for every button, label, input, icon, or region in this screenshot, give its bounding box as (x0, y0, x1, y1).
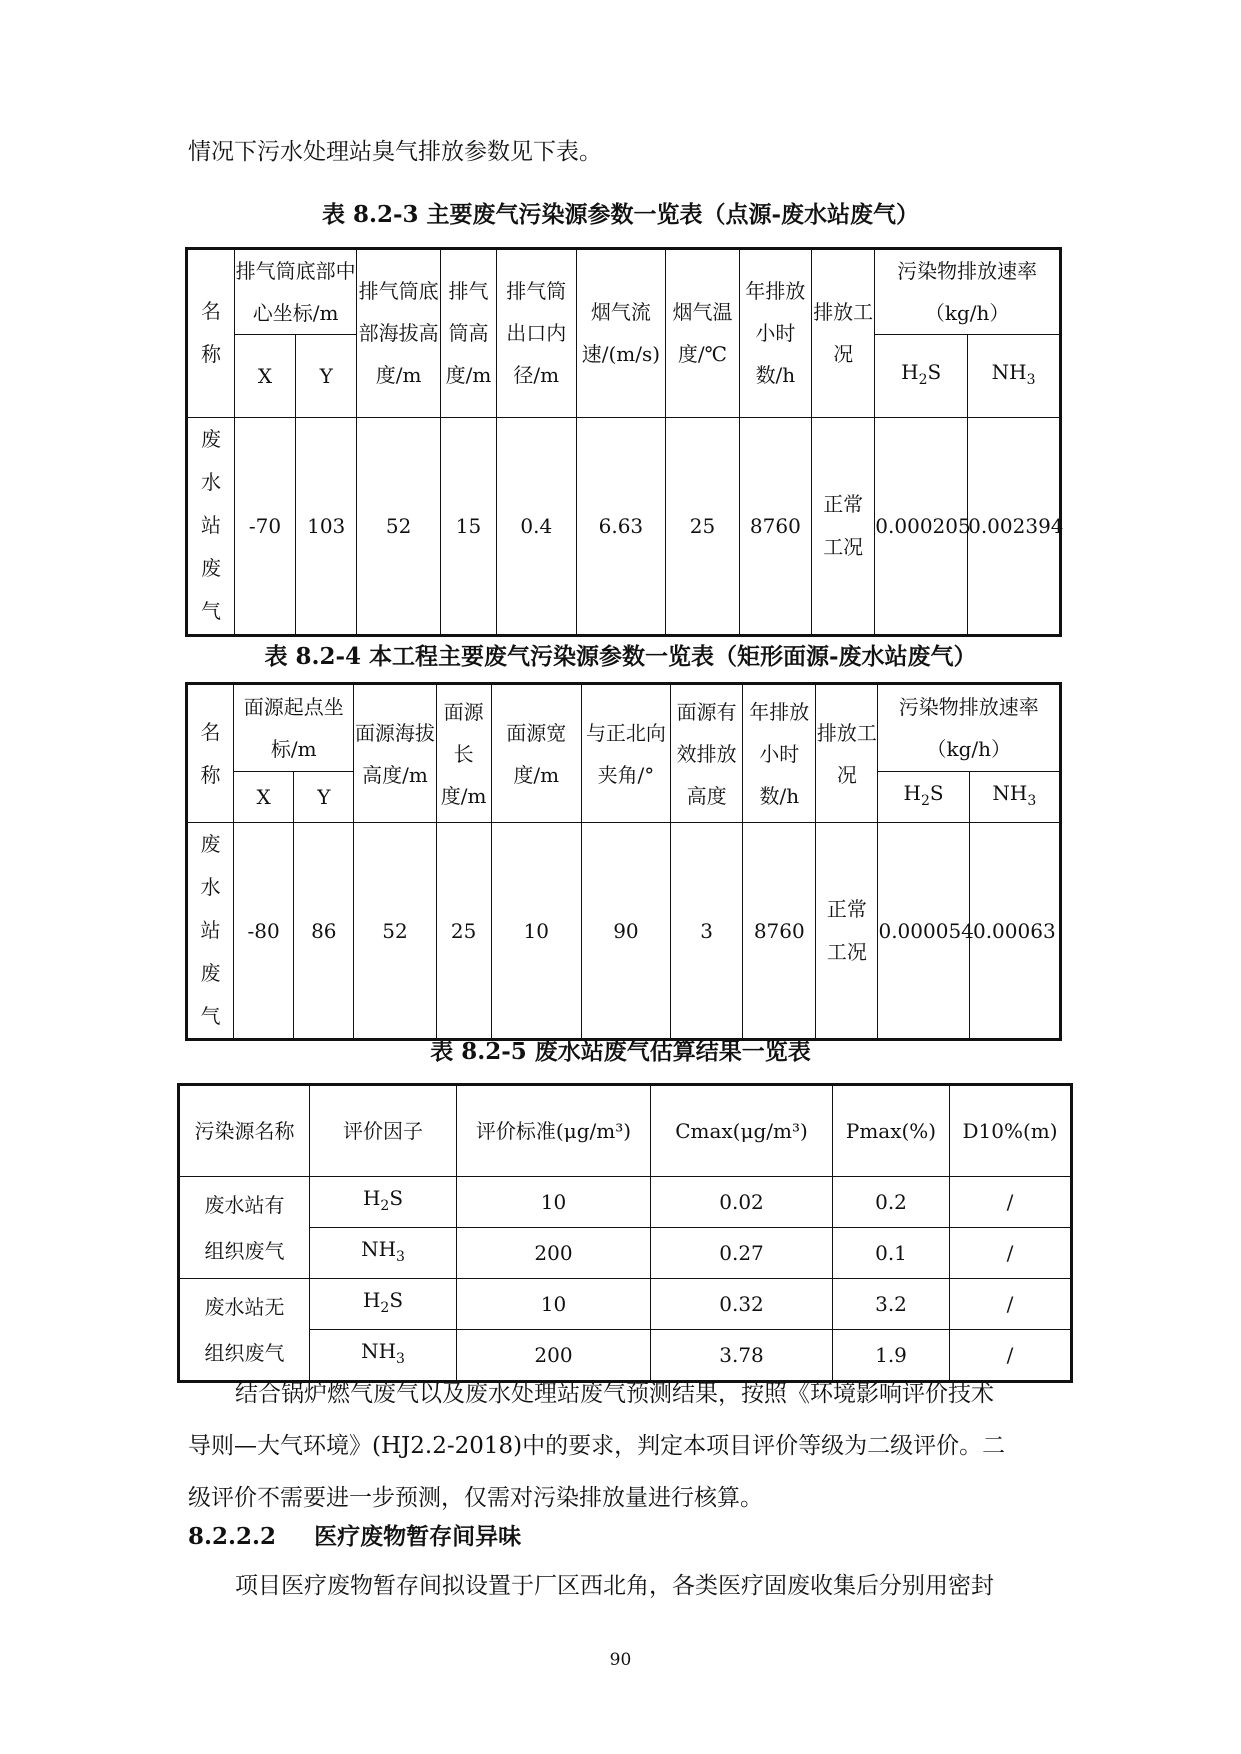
table3 (177, 1083, 1073, 1383)
t2-header-width: 面源宽度/m (491, 684, 581, 823)
t1-header-height: 排气筒高度/m (440, 249, 496, 418)
page-number: 90 (609, 1650, 632, 1670)
t3-header-cmax: Cmax(μg/m³) (651, 1085, 833, 1177)
t2-row-cond: 正常工况 (816, 823, 878, 1040)
t1-row-hours: 8760 (739, 417, 811, 635)
t1-header-cond: 排放工况 (812, 249, 875, 418)
t2-header-name: 名称 (187, 684, 234, 823)
t3-std: 10 (457, 1279, 651, 1330)
conclusion-line-1: 结合锅炉燃气废气以及废水处理站废气预测结果，按照《环境影响评价技术 (235, 1381, 994, 1407)
t3-header-pmax: Pmax(%) (833, 1085, 950, 1177)
t1-header-nh3: $NH_3$ (968, 335, 1061, 417)
t3-factor: $NH_3$ (310, 1228, 457, 1279)
t3-std: 200 (457, 1228, 651, 1279)
t3-cmax: 0.32 (651, 1279, 833, 1330)
table2-caption: 表 8.2-4 本工程主要废气污染源参数一览表（矩形面源-废水站废气） (264, 643, 977, 670)
t1-row-name: 废水站废气 (187, 417, 235, 635)
table-row (179, 1177, 1072, 1228)
t3-header-factor: 评价因子 (310, 1085, 457, 1177)
t1-header-x: X (234, 335, 295, 417)
section-heading (188, 1518, 521, 1551)
t1-header-h2s: $H_2S$ (875, 335, 968, 417)
t3-d10: / (950, 1330, 1072, 1382)
t3-source-1: 废水站有 组织废气 (179, 1177, 310, 1279)
t3-pmax: 0.2 (833, 1177, 950, 1228)
table3-caption: 表 8.2-5 废水站废气估算结果一览表 (430, 1038, 811, 1065)
t2-row-len: 25 (436, 823, 491, 1040)
section-number: 8.2.2.2 (188, 1523, 277, 1550)
t2-header-cond: 排放工况 (816, 684, 878, 823)
t2-header-nh3: $NH_3$ (969, 772, 1060, 823)
t3-header-std: 评价标准(μg/m³) (457, 1085, 651, 1177)
t1-row-height: 15 (440, 417, 496, 635)
t2-row-elev: 52 (354, 823, 436, 1040)
table-row (179, 1228, 1072, 1279)
t1-row-x: -70 (234, 417, 295, 635)
t2-header-len: 面源长度/m (436, 684, 491, 823)
table1-caption: 表 8.2-3 主要废气污染源参数一览表（点源-废水站废气） (321, 201, 920, 228)
t2-row-hours: 8760 (743, 823, 816, 1040)
t1-header-name: 名称 (187, 249, 235, 418)
t2-row-width: 10 (491, 823, 581, 1040)
t1-row-y: 103 (296, 417, 357, 635)
t2-row-x: -80 (234, 823, 294, 1040)
t2-header-hours: 年排放小时数/h (743, 684, 816, 823)
t3-cmax: 0.02 (651, 1177, 833, 1228)
t3-factor: $H_2S$ (310, 1177, 457, 1228)
t1-header-hours: 年排放小时数/h (739, 249, 811, 418)
t1-row-h2s: 0.000205 (875, 417, 968, 635)
intro-text: 情况下污水处理站臭气排放参数见下表。 (188, 139, 602, 165)
t2-row-effh: 3 (671, 823, 743, 1040)
t3-header-source: 污染源名称 (179, 1085, 310, 1177)
t3-std: 10 (457, 1177, 651, 1228)
t2-header-elev: 面源海拔高度/m (354, 684, 436, 823)
t3-factor: $NH_3$ (310, 1330, 457, 1382)
t1-header-diam: 排气筒出口内径/m (497, 249, 577, 418)
t3-d10: / (950, 1177, 1072, 1228)
t2-header-angle: 与正北向夹角/° (581, 684, 670, 823)
t3-cmax: 3.78 (651, 1330, 833, 1382)
t2-row-y: 86 (294, 823, 354, 1040)
t2-header-coord: 面源起点坐标/m (234, 684, 354, 772)
t2-row-name: 废水站废气 (187, 823, 234, 1040)
t1-row-temp: 25 (666, 417, 739, 635)
t3-d10: / (950, 1228, 1072, 1279)
conclusion-line-3: 级评价不需要进一步预测，仅需对污染排放量进行核算。 (188, 1485, 763, 1511)
t1-row-speed: 6.63 (576, 417, 666, 635)
t2-header-x: X (234, 772, 294, 823)
table2 (185, 682, 1062, 1041)
t3-header-d10: D10%(m) (950, 1085, 1072, 1177)
table1 (185, 247, 1062, 637)
t1-header-coord: 排气筒底部中心坐标/m (234, 249, 356, 335)
t1-header-temp: 烟气温度/℃ (666, 249, 739, 418)
t3-pmax: 0.1 (833, 1228, 950, 1279)
t1-header-rate: 污染物排放速率（kg/h） (875, 249, 1061, 335)
t3-d10: / (950, 1279, 1072, 1330)
t2-row-h2s: 0.000054 (878, 823, 969, 1040)
t2-header-y: Y (294, 772, 354, 823)
t2-row-angle: 90 (581, 823, 670, 1040)
t1-row-cond: 正常工况 (812, 417, 875, 635)
table-row (179, 1279, 1072, 1330)
t3-source-2: 废水站无 组织废气 (179, 1279, 310, 1382)
t1-header-speed: 烟气流速/(m/s) (576, 249, 666, 418)
t1-row-elev: 52 (357, 417, 441, 635)
t1-header-elev: 排气筒底部海拔高度/m (357, 249, 441, 418)
section-title: 医疗废物暂存间异味 (314, 1523, 522, 1550)
t3-std: 200 (457, 1330, 651, 1382)
t3-pmax: 1.9 (833, 1330, 950, 1382)
t3-factor: $H_2S$ (310, 1279, 457, 1330)
t1-row-nh3: 0.002394 (968, 417, 1061, 635)
t2-header-effh: 面源有效排放高度 (671, 684, 743, 823)
conclusion-line-2: 导则—大气环境》(HJ2.2-2018)中的要求，判定本项目评价等级为二级评价。二 (188, 1433, 1006, 1459)
t2-row-nh3: 0.00063 (969, 823, 1060, 1040)
body-paragraph: 项目医疗废物暂存间拟设置于厂区西北角，各类医疗固废收集后分别用密封 (235, 1573, 994, 1599)
t3-pmax: 3.2 (833, 1279, 950, 1330)
t2-header-h2s: $H_2S$ (878, 772, 969, 823)
t3-cmax: 0.27 (651, 1228, 833, 1279)
t2-header-rate: 污染物排放速率（kg/h） (878, 684, 1061, 772)
t1-row-diam: 0.4 (497, 417, 577, 635)
t1-header-y: Y (296, 335, 357, 417)
